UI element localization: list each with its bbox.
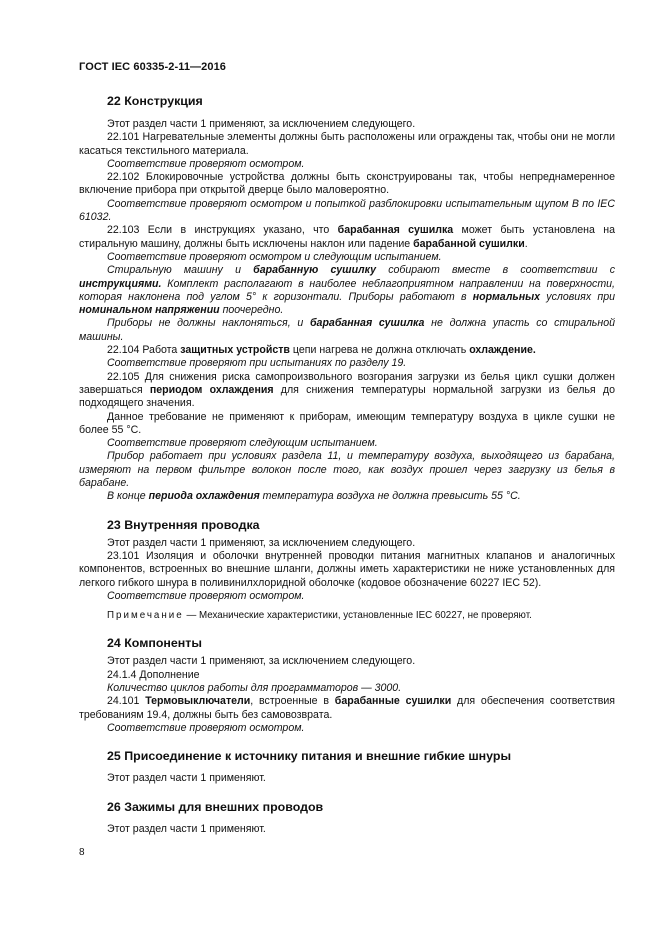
s22-clause-102: 22.102 Блокировочные устройства должны быть сконструированы так, чтобы непреднамеренное включение прибора при открытой дверце было маловероятно. (79, 171, 615, 197)
section-22-heading: 22 Конструкция (107, 94, 203, 108)
s22-compliance-101: Соответствие проверяют осмотром. (107, 157, 305, 170)
s22-exception-105: Данное требование не применяют к приборам, имеющим температуру воздуха в цикле сушки не более 55 °С. (79, 410, 615, 436)
s23-compliance: Соответствие проверяют осмотром. (107, 589, 305, 602)
s22-compliance-104: Соответствие проверяют при испытаниях по разделу 19. (107, 357, 407, 370)
s26-intro: Этот раздел части 1 применяют. (107, 823, 266, 836)
document-body (79, 91, 615, 837)
s24-clause-101: 24.101 Термовыключатели, встроенные в барабанные сушилки для обеспечения соответствия требованиям 19.4, должны быть без самовозврата. (79, 695, 615, 721)
s24-compliance: Соответствие проверяют осмотром. (107, 721, 305, 734)
s22-clause-103: 22.103 Если в инструкциях указано, что барабанная сушилка может быть установлена на стиральную машину, должны быть исключены наклон или падение барабанной сушилки. (79, 224, 615, 250)
s23-note: Примечание — Механические характеристики, установленные IEC 60227, не проверяют. (107, 610, 532, 622)
section-23-heading: 23 Внутренняя проводка (107, 517, 260, 532)
s25-intro: Этот раздел части 1 применяют. (107, 772, 266, 785)
s22-test-setup: Стиральную машину и барабанную сушилку собирают вместе в соответствии с инструкциями. Комплект располагают в наиболее неблагоприятном направлении на поверхности, которая наклонена под углом 5° к горизонтали. Приборы работают в нормальных условиях при номинальном напряжении поочередно. (79, 264, 615, 317)
s23-clause-101: 23.101 Изоляция и оболочки внутренней проводки питания магнитных клапанов и аналогичных компонентов, встроенных во внешние шланги, должны иметь характеристики не ниже установленных для легкого гибкого шнура в поливинилхлоридной оболочке (кодовое обозначение 60227 IEC 52). (79, 549, 615, 589)
document-header: ГОСТ IEC 60335-2-11—2016 (79, 61, 227, 73)
page-number: 8 (79, 847, 85, 858)
s22-criterion-105: В конце периода охлаждения температура воздуха не должна превысить 55 °С. (107, 490, 521, 503)
s22-clause-104: 22.104 Работа защитных устройств цепи нагрева не должна отключать охлаждение. (107, 344, 536, 357)
s22-compliance-103: Соответствие проверяют осмотром и следующим испытанием. (107, 250, 442, 263)
section-24-heading: 24 Компоненты (107, 636, 202, 651)
section-25-heading: 25 Присоединение к источнику питания и внешние гибкие шнуры (107, 749, 512, 764)
s23-intro: Этот раздел части 1 применяют, за исключением следующего. (107, 536, 416, 549)
s22-test-criterion: Приборы не должны наклоняться, и барабанная сушилка не должна упасть со стиральной машины. (79, 317, 615, 343)
s22-intro: Этот раздел части 1 применяют, за исключением следующего. (107, 118, 416, 130)
s24-intro: Этот раздел части 1 применяют, за исключением следующего. (107, 655, 416, 668)
s22-compliance-102: Соответствие проверяют осмотром и попыткой разблокировки испытательным щупом В по IEC 61032. (79, 197, 615, 224)
s22-test-105: Прибор работает при условиях раздела 11, и температуру воздуха, выходящего из барабана, измеряют на первом фильтре волокон после того, как воздух прошел через загрузку из белья в барабане. (79, 450, 615, 490)
s24-cycles: Количество циклов работы для программаторов — 3000. (107, 681, 402, 694)
section-26-heading: 26 Зажимы для внешних проводов (107, 800, 324, 815)
s22-clause-105: 22.105 Для снижения риска самопроизвольного возгорания загрузки из белья цикл сушки должен завершаться периодом охлаждения для снижения температуры нормальной загрузки из белья до подходящего значения. (79, 370, 615, 410)
s24-clause-1-4: 24.1.4 Дополнение (107, 668, 200, 681)
s22-clause-101: 22.101 Нагревательные элементы должны быть расположены или ограждены так, чтобы они не могли касаться текстильного материала. (79, 131, 615, 157)
s22-compliance-105: Соответствие проверяют следующим испытанием. (107, 437, 378, 450)
